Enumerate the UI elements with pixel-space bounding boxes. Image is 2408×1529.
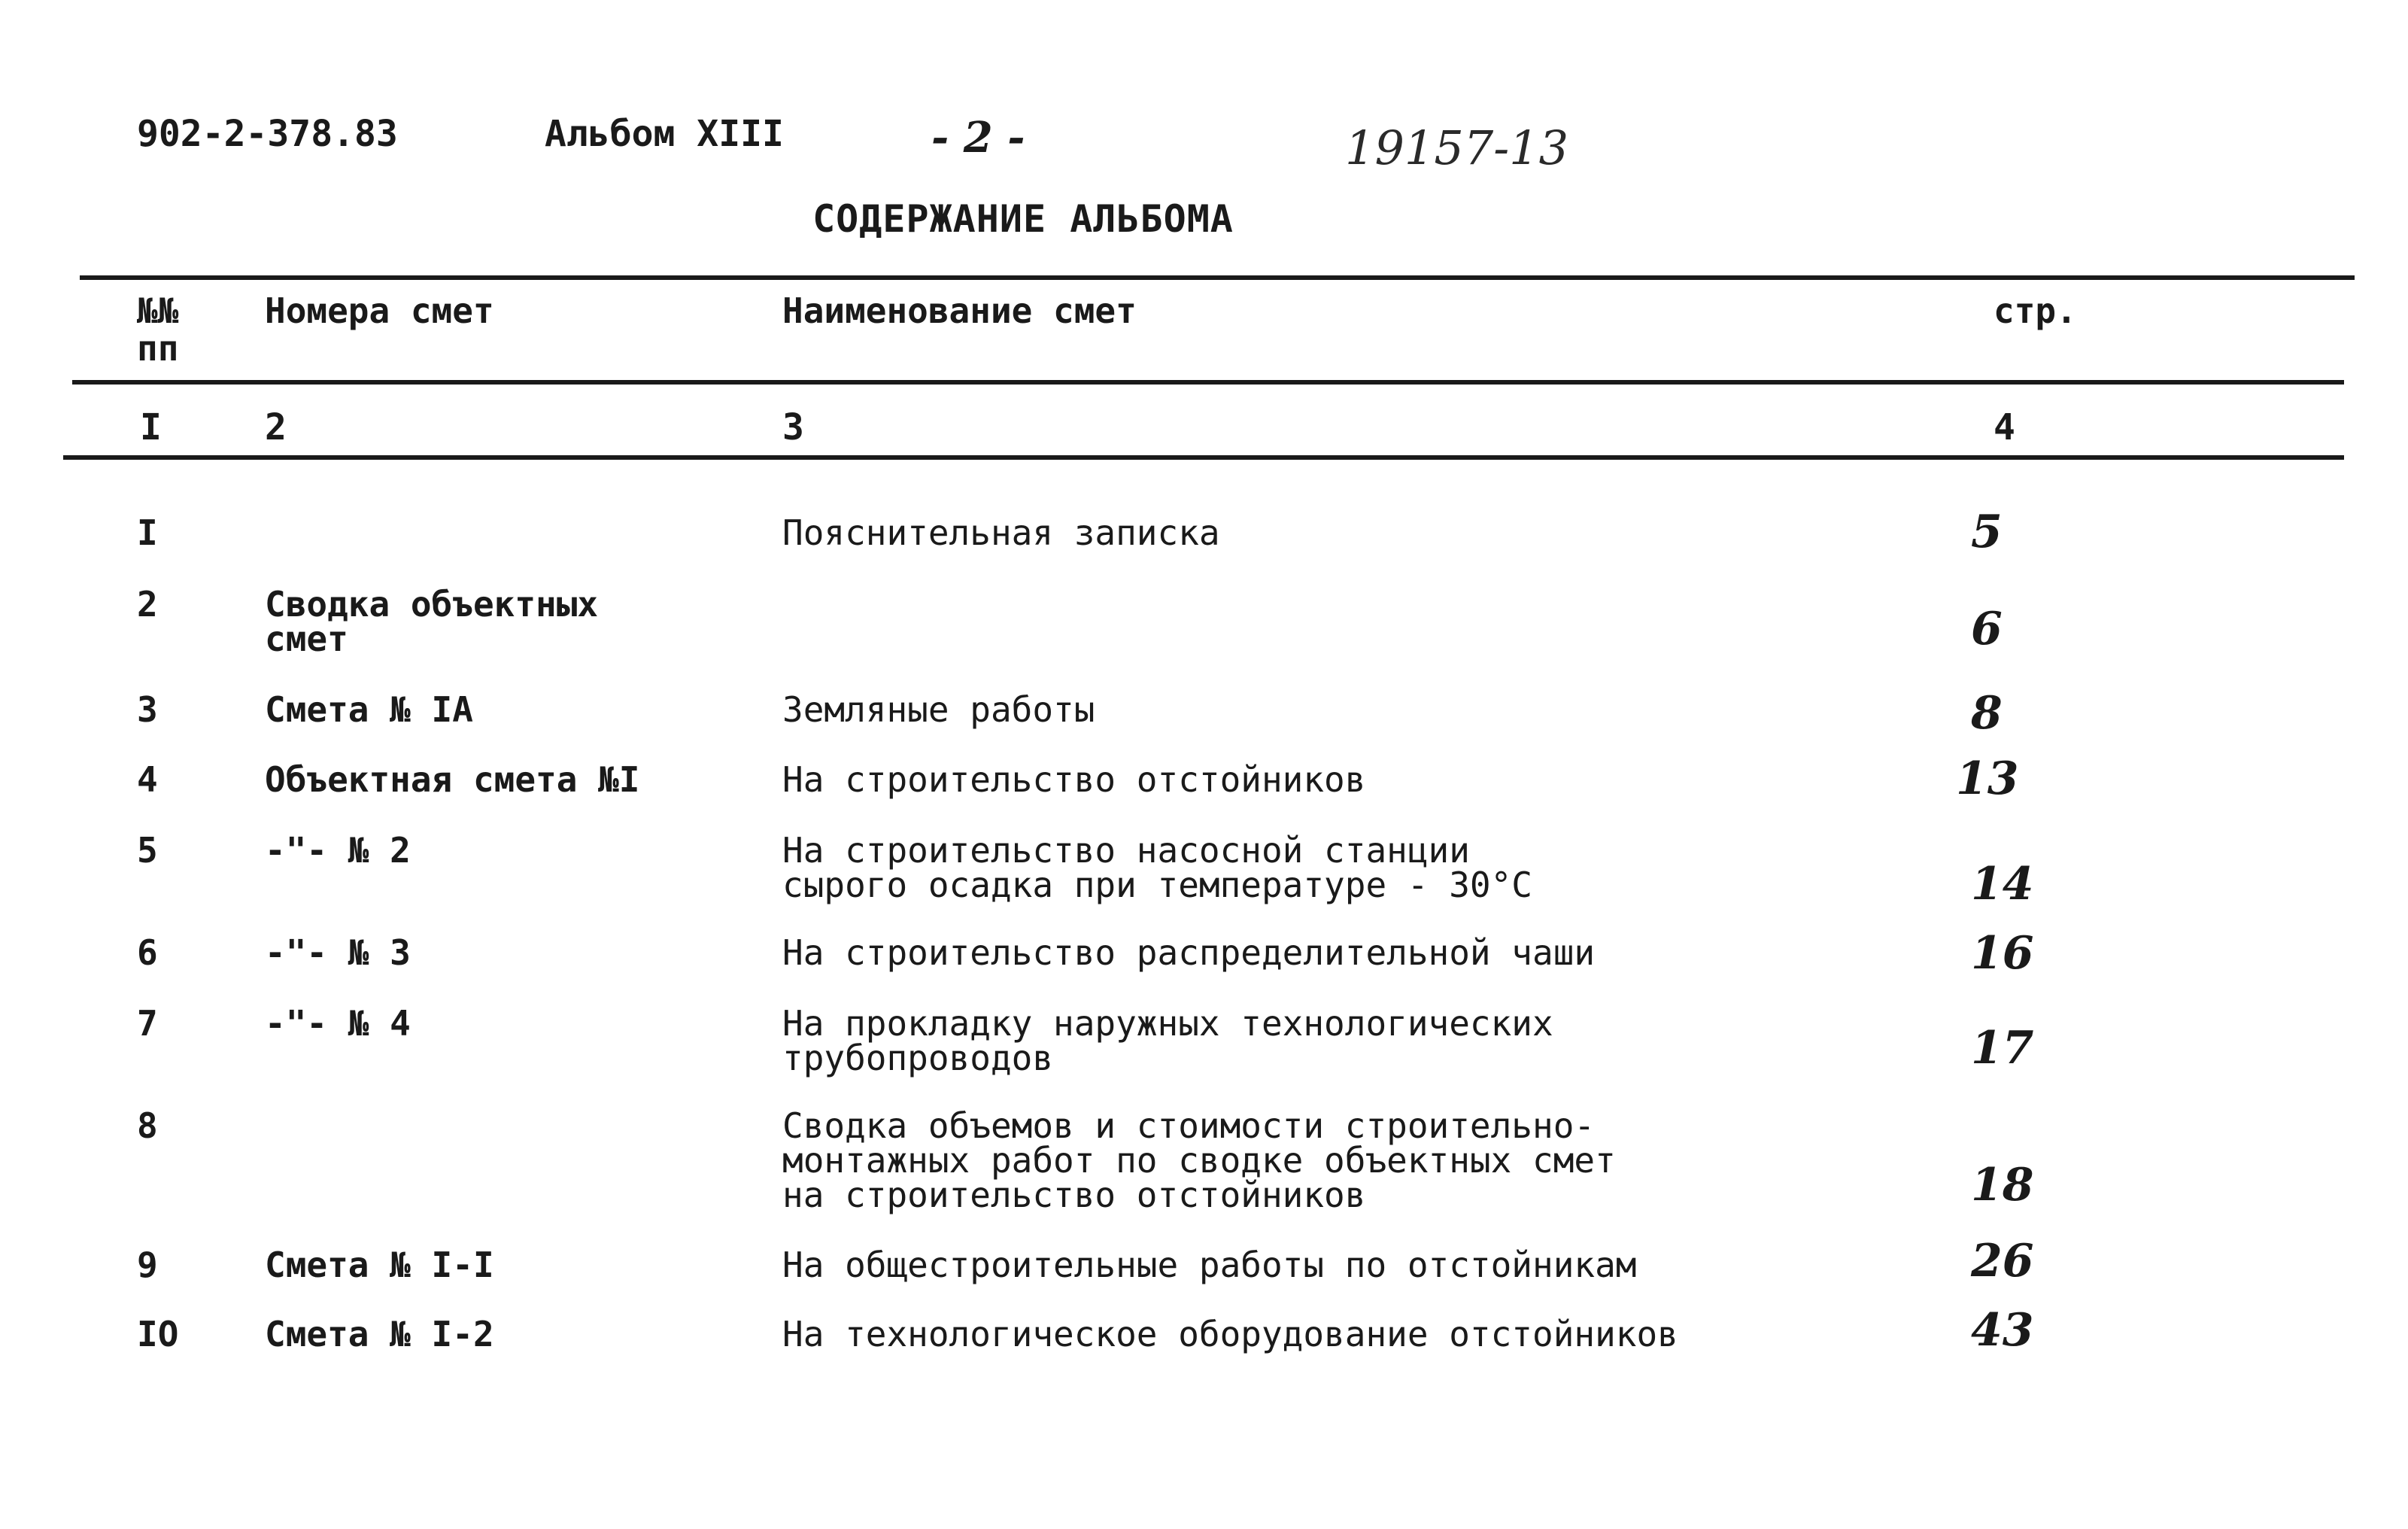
row-number: 9 (137, 1245, 158, 1285)
row-number: 7 (137, 1003, 158, 1044)
column-number-1: I (140, 406, 162, 448)
column-number-4: 4 (1994, 406, 2015, 448)
estimate-name: Сводка объемов и стоимости строительно- монтажных работ по сводке объектных смет на строительство отстойников (782, 1105, 1616, 1215)
page-number: - 2 - (931, 113, 1025, 163)
estimate-code: Смета № IA (265, 689, 473, 730)
page-title: СОДЕРЖАНИЕ АЛЬБОМА (812, 197, 1234, 241)
estimate-code: Сводка объектных смет (265, 584, 599, 659)
column-number-2: 2 (265, 406, 287, 448)
table-column-number-rule (63, 455, 2344, 460)
row-number: 8 (137, 1105, 158, 1146)
page-ref: 5 (1971, 506, 2003, 558)
estimate-name: На строительство распределительной чаши (782, 932, 1596, 973)
row-number: 2 (137, 584, 158, 625)
page-ref: 16 (1971, 927, 2034, 980)
column-header-code: Номера смет (265, 290, 494, 331)
estimate-code: Смета № I-2 (265, 1314, 494, 1354)
column-header-number: №№ пп (137, 290, 179, 369)
estimate-code: Объектная смета №I (265, 759, 640, 800)
estimate-name: На прокладку наружных технологических трубопроводов (782, 1003, 1553, 1078)
table-header-rule (72, 380, 2344, 385)
document-code: 902-2-378.83 (137, 113, 398, 155)
page-ref: 43 (1971, 1304, 2034, 1357)
column-number-3: 3 (782, 406, 804, 448)
page-ref: 14 (1971, 858, 2034, 910)
row-number: 3 (137, 689, 158, 730)
page-ref: 8 (1971, 687, 2003, 740)
estimate-name: Пояснительная записка (782, 512, 1220, 553)
estimate-name: На строительство насосной станции сырого осадка при температуре - 30°С (782, 830, 1532, 905)
page-ref: 18 (1971, 1159, 2034, 1211)
column-header-name: Наименование смет (782, 290, 1137, 331)
page-ref: 6 (1971, 603, 2003, 655)
page-ref: 26 (1971, 1235, 2034, 1287)
page-ref: 17 (1971, 1022, 2034, 1075)
handwritten-reference: 19157-13 (1345, 120, 1569, 175)
page-ref: 13 (1956, 752, 2019, 805)
row-number: 6 (137, 932, 158, 973)
estimate-name: На технологическое оборудование отстойников (782, 1314, 1678, 1354)
estimate-name: Земляные работы (782, 689, 1095, 730)
estimate-code: -"- № 3 (265, 932, 411, 973)
table-top-rule (80, 275, 2355, 280)
row-number: 4 (137, 759, 158, 800)
album-label: Альбом XIII (545, 113, 784, 155)
row-number: 5 (137, 830, 158, 871)
estimate-code: -"- № 2 (265, 830, 411, 871)
estimate-name: На общестроительные работы по отстойникам (782, 1245, 1637, 1285)
estimate-code: Смета № I-I (265, 1245, 494, 1285)
row-number: IO (137, 1314, 179, 1354)
column-header-page: стр. (1994, 290, 2077, 331)
row-number: I (137, 512, 158, 553)
estimate-code: -"- № 4 (265, 1003, 411, 1044)
estimate-name: На строительство отстойников (782, 759, 1366, 800)
